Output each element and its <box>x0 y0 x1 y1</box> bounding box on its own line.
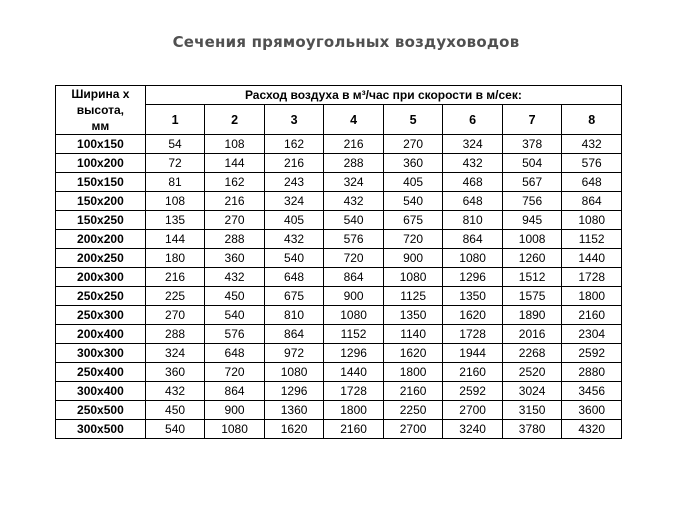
speed-header-cell: 1 <box>145 105 205 135</box>
flow-value-cell: 324 <box>264 192 324 211</box>
duct-size-cell: 200x250 <box>56 249 146 268</box>
flow-value-cell: 1620 <box>383 344 443 363</box>
flow-value-cell: 432 <box>145 382 205 401</box>
flow-value-cell: 864 <box>264 325 324 344</box>
table-row <box>56 173 622 192</box>
flow-value-cell: 2016 <box>502 325 562 344</box>
flow-value-cell: 1350 <box>443 287 503 306</box>
flow-value-cell: 72 <box>145 154 205 173</box>
flow-value-cell: 216 <box>205 192 265 211</box>
duct-size-cell: 300x300 <box>56 344 146 363</box>
flow-value-cell: 2520 <box>502 363 562 382</box>
duct-size-cell: 250x300 <box>56 306 146 325</box>
flow-value-cell: 1728 <box>324 382 384 401</box>
flow-value-cell: 1800 <box>383 363 443 382</box>
corner-header-line: мм <box>91 119 110 133</box>
speed-header-cell: 2 <box>205 105 265 135</box>
flow-value-cell: 720 <box>324 249 384 268</box>
flow-value-cell: 270 <box>145 306 205 325</box>
flow-value-cell: 720 <box>383 230 443 249</box>
flow-value-cell: 864 <box>324 268 384 287</box>
flow-value-cell: 1360 <box>264 401 324 420</box>
table-row <box>56 420 622 439</box>
flow-value-cell: 1440 <box>562 249 622 268</box>
flow-value-cell: 576 <box>205 325 265 344</box>
flow-value-cell: 1800 <box>562 287 622 306</box>
flow-value-cell: 576 <box>562 154 622 173</box>
flow-value-cell: 756 <box>502 192 562 211</box>
duct-size-cell: 200x200 <box>56 230 146 249</box>
flow-value-cell: 1620 <box>443 306 503 325</box>
flow-value-cell: 3024 <box>502 382 562 401</box>
flow-value-cell: 1152 <box>562 230 622 249</box>
flow-value-cell: 1080 <box>324 306 384 325</box>
flow-value-cell: 2592 <box>443 382 503 401</box>
duct-size-cell: 100x200 <box>56 154 146 173</box>
flow-value-cell: 2160 <box>324 420 384 439</box>
flow-value-cell: 2160 <box>443 363 503 382</box>
flow-value-cell: 243 <box>264 173 324 192</box>
table-row <box>56 401 622 420</box>
flow-value-cell: 1152 <box>324 325 384 344</box>
flow-value-cell: 540 <box>205 306 265 325</box>
flow-value-cell: 1008 <box>502 230 562 249</box>
flow-value-cell: 864 <box>205 382 265 401</box>
flow-value-cell: 540 <box>383 192 443 211</box>
flow-value-cell: 1080 <box>562 211 622 230</box>
flow-value-cell: 1944 <box>443 344 503 363</box>
flow-value-cell: 1080 <box>443 249 503 268</box>
flow-value-cell: 288 <box>205 230 265 249</box>
speed-header-cell: 8 <box>562 105 622 135</box>
flow-value-cell: 2592 <box>562 344 622 363</box>
flow-value-cell: 2880 <box>562 363 622 382</box>
flow-value-cell: 1890 <box>502 306 562 325</box>
flow-value-cell: 432 <box>264 230 324 249</box>
flow-value-cell: 3780 <box>502 420 562 439</box>
flow-value-cell: 648 <box>205 344 265 363</box>
flow-value-cell: 810 <box>264 306 324 325</box>
table-row <box>56 135 622 154</box>
table-row <box>56 363 622 382</box>
flow-value-cell: 1080 <box>205 420 265 439</box>
flow-value-cell: 900 <box>324 287 384 306</box>
corner-header-line: Ширина х <box>71 87 130 101</box>
flow-value-cell: 540 <box>324 211 384 230</box>
flow-value-cell: 2304 <box>562 325 622 344</box>
flow-value-cell: 648 <box>264 268 324 287</box>
flow-value-cell: 2700 <box>443 401 503 420</box>
duct-size-cell: 250x400 <box>56 363 146 382</box>
flow-value-cell: 675 <box>383 211 443 230</box>
speed-header-cell: 7 <box>502 105 562 135</box>
flow-value-cell: 4320 <box>562 420 622 439</box>
flow-value-cell: 432 <box>205 268 265 287</box>
table-row <box>56 287 622 306</box>
speed-header-cell: 5 <box>383 105 443 135</box>
flow-value-cell: 270 <box>383 135 443 154</box>
table-row <box>56 249 622 268</box>
flow-value-cell: 864 <box>443 230 503 249</box>
flow-value-cell: 378 <box>502 135 562 154</box>
flow-value-cell: 567 <box>502 173 562 192</box>
flow-value-cell: 360 <box>383 154 443 173</box>
flow-value-cell: 108 <box>145 192 205 211</box>
speed-header-cell: 6 <box>443 105 503 135</box>
flow-value-cell: 972 <box>264 344 324 363</box>
flow-value-cell: 216 <box>324 135 384 154</box>
table-body <box>56 135 622 439</box>
speed-header-cell: 3 <box>264 105 324 135</box>
flow-value-cell: 324 <box>145 344 205 363</box>
flow-value-cell: 2700 <box>383 420 443 439</box>
flow-value-cell: 1260 <box>502 249 562 268</box>
flow-value-cell: 3456 <box>562 382 622 401</box>
flow-value-cell: 450 <box>205 287 265 306</box>
flow-value-cell: 1800 <box>324 401 384 420</box>
flow-value-cell: 144 <box>205 154 265 173</box>
corner-header <box>56 86 146 135</box>
page-title: Сечения прямоугольных воздуховодов <box>172 33 520 51</box>
flow-value-cell: 360 <box>205 249 265 268</box>
table-row <box>56 306 622 325</box>
flow-value-cell: 216 <box>145 268 205 287</box>
flow-value-cell: 2160 <box>383 382 443 401</box>
table-row <box>56 344 622 363</box>
speed-caption-header: Расход воздуха в м³/час при скорости в м/сек: <box>145 86 621 105</box>
flow-value-cell: 3600 <box>562 401 622 420</box>
duct-size-cell: 300x400 <box>56 382 146 401</box>
flow-value-cell: 432 <box>324 192 384 211</box>
flow-value-cell: 648 <box>443 192 503 211</box>
flow-value-cell: 108 <box>205 135 265 154</box>
flow-value-cell: 1080 <box>264 363 324 382</box>
flow-value-cell: 540 <box>145 420 205 439</box>
flow-value-cell: 288 <box>324 154 384 173</box>
flow-value-cell: 2268 <box>502 344 562 363</box>
flow-value-cell: 405 <box>383 173 443 192</box>
speed-header-cell: 4 <box>324 105 384 135</box>
flow-value-cell: 1575 <box>502 287 562 306</box>
flow-value-cell: 1620 <box>264 420 324 439</box>
duct-size-cell: 250x250 <box>56 287 146 306</box>
flow-value-cell: 720 <box>205 363 265 382</box>
table-header <box>56 86 622 135</box>
flow-value-cell: 2160 <box>562 306 622 325</box>
table-row <box>56 268 622 287</box>
duct-size-cell: 250x500 <box>56 401 146 420</box>
flow-value-cell: 450 <box>145 401 205 420</box>
flow-value-cell: 225 <box>145 287 205 306</box>
flow-value-cell: 180 <box>145 249 205 268</box>
flow-value-cell: 1296 <box>264 382 324 401</box>
corner-header-line: высота, <box>76 103 124 117</box>
flow-value-cell: 270 <box>205 211 265 230</box>
flow-value-cell: 504 <box>502 154 562 173</box>
table-row <box>56 192 622 211</box>
flow-value-cell: 162 <box>205 173 265 192</box>
table-row <box>56 230 622 249</box>
duct-size-cell: 100x150 <box>56 135 146 154</box>
flow-value-cell: 810 <box>443 211 503 230</box>
flow-value-cell: 1440 <box>324 363 384 382</box>
flow-value-cell: 1140 <box>383 325 443 344</box>
flow-value-cell: 1728 <box>443 325 503 344</box>
flow-value-cell: 405 <box>264 211 324 230</box>
flow-value-cell: 675 <box>264 287 324 306</box>
flow-value-cell: 81 <box>145 173 205 192</box>
table-row <box>56 382 622 401</box>
duct-size-cell: 200x400 <box>56 325 146 344</box>
flow-value-cell: 288 <box>145 325 205 344</box>
flow-value-cell: 324 <box>443 135 503 154</box>
flow-value-cell: 864 <box>562 192 622 211</box>
duct-size-cell: 150x150 <box>56 173 146 192</box>
duct-size-cell: 150x200 <box>56 192 146 211</box>
flow-value-cell: 900 <box>383 249 443 268</box>
flow-value-cell: 432 <box>562 135 622 154</box>
flow-value-cell: 945 <box>502 211 562 230</box>
duct-size-cell: 200x300 <box>56 268 146 287</box>
flow-value-cell: 2250 <box>383 401 443 420</box>
flow-value-cell: 432 <box>443 154 503 173</box>
flow-value-cell: 144 <box>145 230 205 249</box>
flow-value-cell: 1296 <box>324 344 384 363</box>
flow-value-cell: 135 <box>145 211 205 230</box>
flow-value-cell: 1080 <box>383 268 443 287</box>
flow-value-cell: 3240 <box>443 420 503 439</box>
flow-value-cell: 1728 <box>562 268 622 287</box>
table-row <box>56 154 622 173</box>
flow-value-cell: 648 <box>562 173 622 192</box>
table-row <box>56 325 622 344</box>
flow-value-cell: 54 <box>145 135 205 154</box>
flow-value-cell: 162 <box>264 135 324 154</box>
flow-value-cell: 1125 <box>383 287 443 306</box>
flow-value-cell: 360 <box>145 363 205 382</box>
duct-flow-table <box>55 85 622 439</box>
flow-value-cell: 216 <box>264 154 324 173</box>
flow-value-cell: 540 <box>264 249 324 268</box>
table-row <box>56 211 622 230</box>
flow-value-cell: 1350 <box>383 306 443 325</box>
flow-value-cell: 576 <box>324 230 384 249</box>
flow-value-cell: 1296 <box>443 268 503 287</box>
flow-value-cell: 1512 <box>502 268 562 287</box>
flow-value-cell: 324 <box>324 173 384 192</box>
duct-size-cell: 300x500 <box>56 420 146 439</box>
flow-value-cell: 3150 <box>502 401 562 420</box>
duct-size-cell: 150x250 <box>56 211 146 230</box>
flow-value-cell: 900 <box>205 401 265 420</box>
flow-value-cell: 468 <box>443 173 503 192</box>
